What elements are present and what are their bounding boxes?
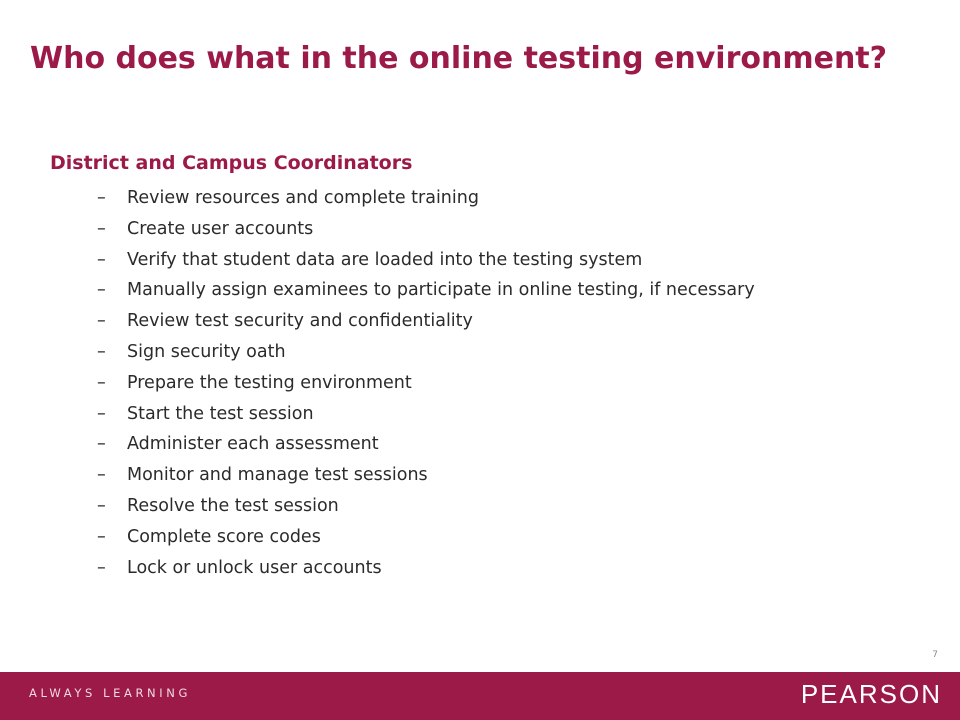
list-item [97, 553, 755, 584]
list-item [97, 306, 755, 337]
list-item-text: Sign security oath [127, 341, 286, 362]
dash-bullet: – [97, 188, 106, 208]
list-item-text: Complete score codes [127, 526, 321, 547]
dash-bullet: – [97, 526, 106, 547]
list-item-text: Prepare the testing environment [127, 372, 412, 393]
dash-bullet: – [97, 280, 106, 301]
list-item-text: Verify that student data are loaded into the testing system [127, 249, 643, 270]
list-item-text: Manually assign examinees to participate in online testing, if necessary [127, 280, 755, 301]
dash-bullet: – [97, 249, 106, 270]
footer-tagline: ALWAYS LEARNING [29, 686, 191, 700]
slide-title: Who does what in the online testing environment? [30, 41, 888, 76]
section-heading: District and Campus Coordinators [50, 152, 413, 174]
list-item-text: Resolve the test session [127, 495, 339, 516]
page-number: 7 [932, 650, 938, 660]
dash-bullet: – [97, 403, 106, 424]
list-item [97, 399, 755, 430]
dash-bullet: – [97, 465, 106, 486]
list-item-text: Lock or unlock user accounts [127, 557, 382, 578]
dash-bullet: – [97, 341, 106, 362]
list-item-text: Review resources and complete training [127, 188, 479, 208]
list-item-text: Monitor and manage test sessions [127, 465, 428, 486]
footer-bar [0, 672, 960, 720]
list-item-text: Start the test session [127, 403, 314, 424]
list-item [97, 245, 755, 276]
list-item-text: Review test security and confidentiality [127, 311, 473, 332]
list-item [97, 491, 755, 522]
list-item [97, 214, 755, 245]
dash-bullet: – [97, 218, 106, 239]
list-item [97, 183, 755, 214]
pearson-logo: PEARSON [800, 679, 942, 709]
task-list [97, 183, 755, 583]
list-item [97, 522, 755, 553]
list-item-text: Administer each assessment [127, 434, 379, 455]
list-item [97, 429, 755, 460]
list-item [97, 275, 755, 306]
list-item-text: Create user accounts [127, 218, 314, 239]
dash-bullet: – [97, 557, 106, 578]
dash-bullet: – [97, 372, 106, 393]
list-item [97, 368, 755, 399]
dash-bullet: – [97, 495, 106, 516]
dash-bullet: – [97, 434, 106, 455]
list-item [97, 460, 755, 491]
dash-bullet: – [97, 311, 106, 332]
list-item [97, 337, 755, 368]
